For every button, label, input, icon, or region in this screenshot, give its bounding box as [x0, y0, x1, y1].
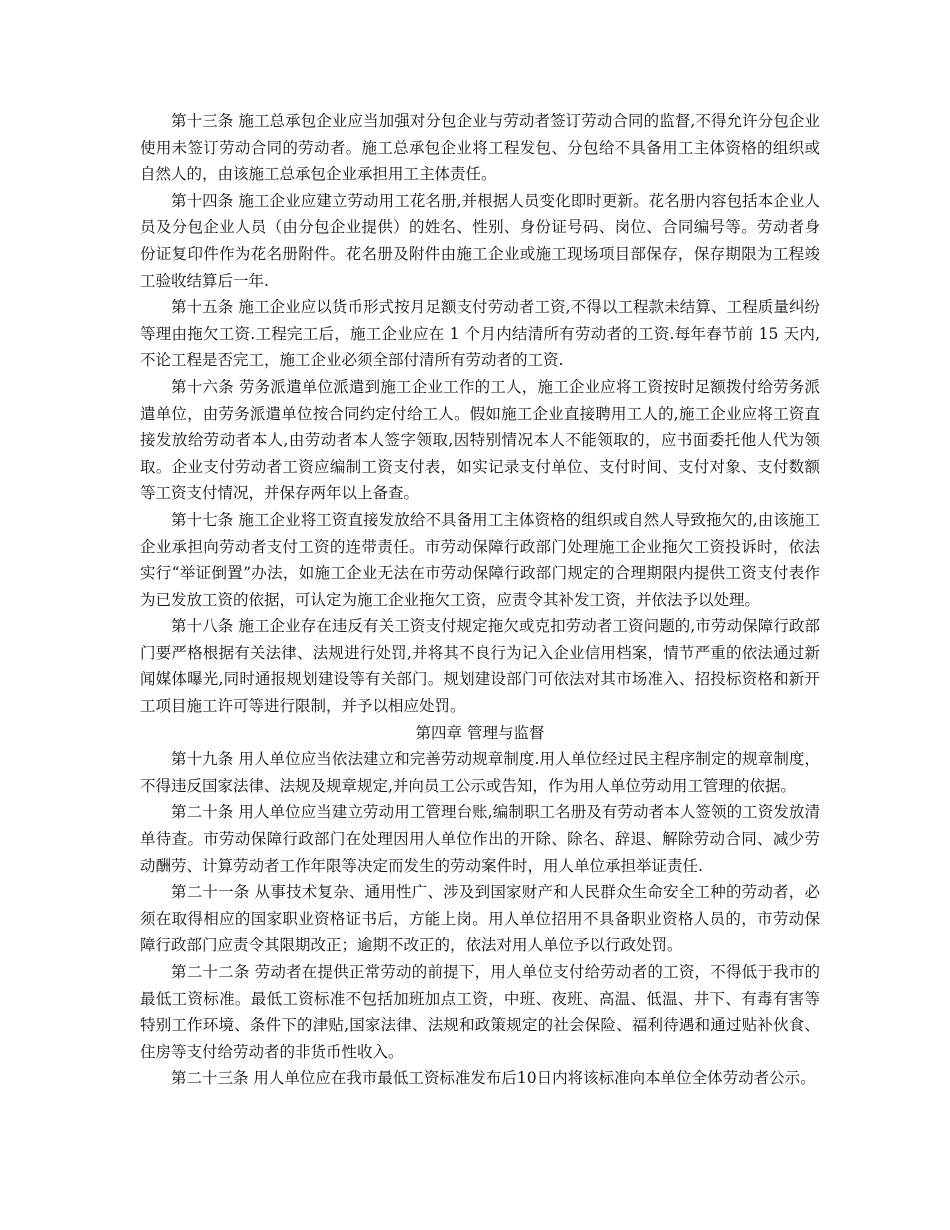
- chapter-heading: 第四章 管理与监督: [415, 723, 545, 742]
- article-13-paragraph: 第十三条 施工总承包企业应当加强对分包企业与劳动者签订劳动合同的监督,不得允许分包企业使用未签订劳动合同的劳动者。施工总承包企业将工程发包、分包给不具备用工主体资格的组织或自然人的，由该施工总承包企业承担用工主体责任。: [140, 112, 820, 184]
- article-17-paragraph: 第十七条 施工企业将工资直接发放给不具备用工主体资格的组织或自然人导致拖欠的,由该施工企业承担向劳动者支付工资的连带责任。市劳动保障行政部门处理施工企业拖欠工资投诉时，依法实行“举证倒置”办法，如施工企业无法在市劳动保障行政部门规定的合理期限内提供工资支付表作为已发放工资的依据，可认定为施工企业拖欠工资，应责令其补发工资，并依法予以处理。: [140, 510, 820, 609]
- document-body: [140, 108, 820, 1092]
- article-18-paragraph: 第十八条 施工企业存在违反有关工资支付规定拖欠或克扣劳动者工资问题的,市劳动保障行政部门要严格根据有关法律、法规进行处罚,并将其不良行为记入企业信用档案，情节严重的依法通过新闻媒体曝光,同时通报规划建设等有关部门。规划建设部门可依法对其市场准入、招投标资格和新开工项目施工许可等进行限制，并予以相应处罚。: [140, 617, 820, 716]
- article-19-paragraph: 第十九条 用人单位应当依法建立和完善劳动规章制度.用人单位经过民主程序制定的规章制度，不得违反国家法律、法规及规章规定,并向员工公示或告知，作为用人单位劳动用工管理的依据。: [140, 750, 820, 795]
- article-15-paragraph: 第十五条 施工企业应以货币形式按月足额支付劳动者工资,不得以工程款未结算、工程质量纠纷等理由拖欠工资.工程完工后，施工企业应在 1 个月内结清所有劳动者的工资.每年春节前 15 天内,不论工程是否完工，施工企业必须全部付清所有劳动者的工资.: [140, 298, 820, 370]
- article-21-paragraph: 第二十一条 从事技术复杂、通用性广、涉及到国家财产和人民群众生命安全工种的劳动者，必须在取得相应的国家职业资格证书后，方能上岗。用人单位招用不具备职业资格人员的，市劳动保障行政部门应责令其限期改正；逾期不改正的，依法对用人单位予以行政处罚。: [140, 883, 820, 955]
- article-23-paragraph: 第二十三条 用人单位应在我市最低工资标准发布后10日内将该标准向本单位全体劳动者公示。: [171, 1069, 816, 1088]
- article-14-paragraph: 第十四条 施工企业应建立劳动用工花名册,并根据人员变化即时更新。花名册内容包括本企业人员及分包企业人员（由分包企业提供）的姓名、性别、身份证号码、岗位、合同编号等。劳动者身份证复印件作为花名册附件。花名册及附件由施工企业或施工现场项目部保存，保存期限为工程竣工验收结算后一年.: [140, 191, 820, 290]
- article-16-paragraph: 第十六条 劳务派遣单位派遣到施工企业工作的工人，施工企业应将工资按时足额拨付给劳务派遣单位，由劳务派遣单位按合同约定付给工人。假如施工企业直接聘用工人的,施工企业应将工资直接发放给劳动者本人,由劳动者本人签字领取,因特别情况本人不能领取的，应书面委托他人代为领取。企业支付劳动者工资应编制工资支付表，如实记录支付单位、支付时间、支付对象、支付数额等工资支付情况，并保存两年以上备查。: [140, 377, 820, 503]
- article-20-paragraph: 第二十条 用人单位应当建立劳动用工管理台账,编制职工名册及有劳动者本人签领的工资发放清单待查。市劳动保障行政部门在处理因用人单位作出的开除、除名、辞退、解除劳动合同、减少劳动酬劳、计算劳动者工作年限等决定而发生的劳动案件时，用人单位承担举证责任.: [140, 803, 820, 875]
- article-22-paragraph: 第二十二条 劳动者在提供正常劳动的前提下，用人单位支付给劳动者的工资，不得低于我市的最低工资标准。最低工资标准不包括加班加点工资，中班、夜班、高温、低温、井下、有毒有害等特别工作环境、条件下的津贴,国家法律、法规和政策规定的社会保险、福利待遇和通过贴补伙食、住房等支付给劳动者的非货币性收入。: [140, 963, 820, 1061]
